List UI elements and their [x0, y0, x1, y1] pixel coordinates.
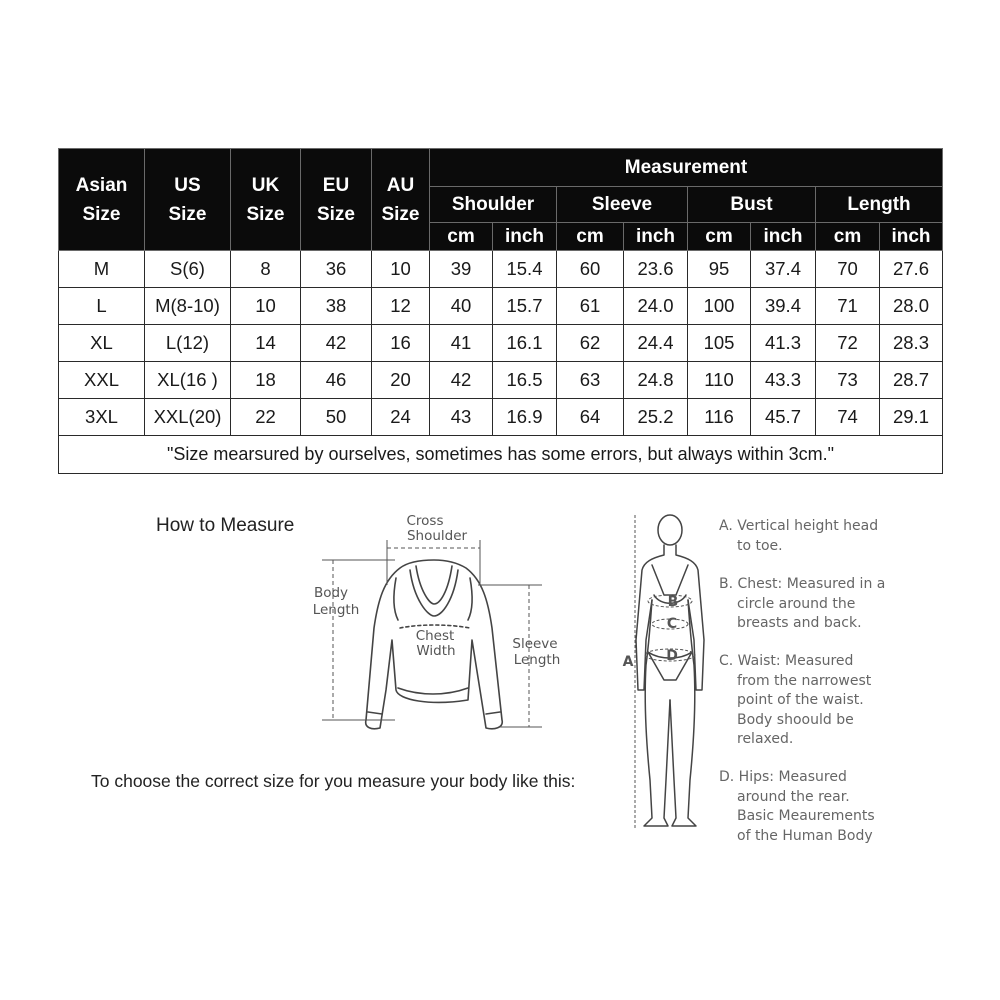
table-cell: 43: [430, 399, 493, 436]
table-cell: 45.7: [751, 399, 816, 436]
table-cell: 37.4: [751, 251, 816, 288]
table-cell: 70: [816, 251, 880, 288]
table-cell: XL: [59, 325, 145, 362]
table-cell: 15.7: [493, 288, 557, 325]
table-cell: 61: [557, 288, 624, 325]
table-cell: XL(16 ): [145, 362, 231, 399]
table-cell: 105: [688, 325, 751, 362]
table-cell: 41: [430, 325, 493, 362]
table-cell: 38: [301, 288, 372, 325]
instruction-text: To choose the correct size for you measure your body like this:: [91, 771, 576, 791]
table-cell: XXL: [59, 362, 145, 399]
header-uk-size: UK Size: [231, 149, 301, 251]
table-cell: M(8-10): [145, 288, 231, 325]
sweater-labels: [313, 513, 561, 668]
table-cell: 46: [301, 362, 372, 399]
table-cell: 15.4: [493, 251, 557, 288]
table-cell: 27.6: [880, 251, 943, 288]
header-measurement: Measurement: [430, 149, 943, 187]
table-cell: 24.0: [624, 288, 688, 325]
table-cell: 14: [231, 325, 301, 362]
table-cell: S(6): [145, 251, 231, 288]
sleeve-length-label: Sleeve: [512, 636, 558, 652]
header-unit: cm: [688, 223, 751, 251]
table-cell: 63: [557, 362, 624, 399]
cross-shoulder-label: Cross: [406, 513, 444, 529]
header-unit: inch: [493, 223, 557, 251]
legend-c: C. Waist: Measured from the narrowest point of the waist. Body shoould be relaxed.: [719, 653, 872, 747]
table-note: "Size mearsured by ourselves, sometimes has some errors, but always within 3cm.": [59, 436, 943, 474]
header-unit: cm: [430, 223, 493, 251]
table-cell: 43.3: [751, 362, 816, 399]
chest-width-label: Width: [416, 643, 456, 659]
table-cell: 110: [688, 362, 751, 399]
header-au-size: AU Size: [372, 149, 430, 251]
header-unit: inch: [880, 223, 943, 251]
table-cell: 64: [557, 399, 624, 436]
marker-b: B: [667, 594, 679, 610]
table-cell: 39.4: [751, 288, 816, 325]
table-cell: 18: [231, 362, 301, 399]
table-cell: L: [59, 288, 145, 325]
table-cell: 28.0: [880, 288, 943, 325]
table-cell: 60: [557, 251, 624, 288]
legend-b: B. Chest: Measured in a circle around the breasts and back.: [719, 576, 886, 631]
cross-shoulder-label: Shoulder: [406, 528, 468, 544]
chest-width-label: Chest: [415, 628, 455, 644]
header-unit: cm: [816, 223, 880, 251]
table-cell: 42: [301, 325, 372, 362]
table-cell: 16.5: [493, 362, 557, 399]
table-cell: 24: [372, 399, 430, 436]
header-asian-size: Asian Size: [59, 149, 145, 251]
table-cell: 73: [816, 362, 880, 399]
header-sleeve: Sleeve: [557, 187, 688, 223]
table-cell: 28.3: [880, 325, 943, 362]
table-cell: 8: [231, 251, 301, 288]
table-cell: 116: [688, 399, 751, 436]
table-cell: 50: [301, 399, 372, 436]
table-cell: 39: [430, 251, 493, 288]
table-cell: 16.9: [493, 399, 557, 436]
legend-d: D. Hips: Measured around the rear. Basic Meaurements of the Human Body: [719, 769, 875, 844]
header-length: Length: [816, 187, 943, 223]
header-unit: inch: [751, 223, 816, 251]
table-cell: 36: [301, 251, 372, 288]
header-us-size: US Size: [145, 149, 231, 251]
header-shoulder: Shoulder: [430, 187, 557, 223]
table-cell: 3XL: [59, 399, 145, 436]
body-length-label: Length: [312, 602, 360, 618]
table-cell: 42: [430, 362, 493, 399]
table-cell: 95: [688, 251, 751, 288]
table-cell: 16: [372, 325, 430, 362]
table-cell: XXL(20): [145, 399, 231, 436]
header-eu-size: EU Size: [301, 149, 372, 251]
legend-a: A. Vertical height head to toe.: [719, 518, 879, 554]
sleeve-length-label: Length: [513, 652, 561, 668]
table-cell: L(12): [145, 325, 231, 362]
marker-a: A: [622, 654, 634, 670]
table-cell: 41.3: [751, 325, 816, 362]
body-length-label: Body: [313, 585, 349, 601]
header-unit: cm: [557, 223, 624, 251]
table-cell: 28.7: [880, 362, 943, 399]
marker-c: C: [666, 616, 678, 632]
header-unit: inch: [624, 223, 688, 251]
table-cell: 24.8: [624, 362, 688, 399]
header-bust: Bust: [688, 187, 816, 223]
table-cell: 12: [372, 288, 430, 325]
table-cell: 10: [372, 251, 430, 288]
table-cell: 16.1: [493, 325, 557, 362]
table-cell: 23.6: [624, 251, 688, 288]
table-cell: 22: [231, 399, 301, 436]
table-cell: 10: [231, 288, 301, 325]
table-cell: 62: [557, 325, 624, 362]
table-cell: 71: [816, 288, 880, 325]
table-cell: 24.4: [624, 325, 688, 362]
table-cell: M: [59, 251, 145, 288]
table-cell: 25.2: [624, 399, 688, 436]
table-cell: 20: [372, 362, 430, 399]
table-cell: 100: [688, 288, 751, 325]
body-figure: [636, 515, 704, 826]
table-cell: 72: [816, 325, 880, 362]
table-cell: 40: [430, 288, 493, 325]
table-cell: 74: [816, 399, 880, 436]
table-cell: 29.1: [880, 399, 943, 436]
marker-d: D: [666, 648, 678, 664]
how-to-measure-title: How to Measure: [156, 515, 295, 536]
